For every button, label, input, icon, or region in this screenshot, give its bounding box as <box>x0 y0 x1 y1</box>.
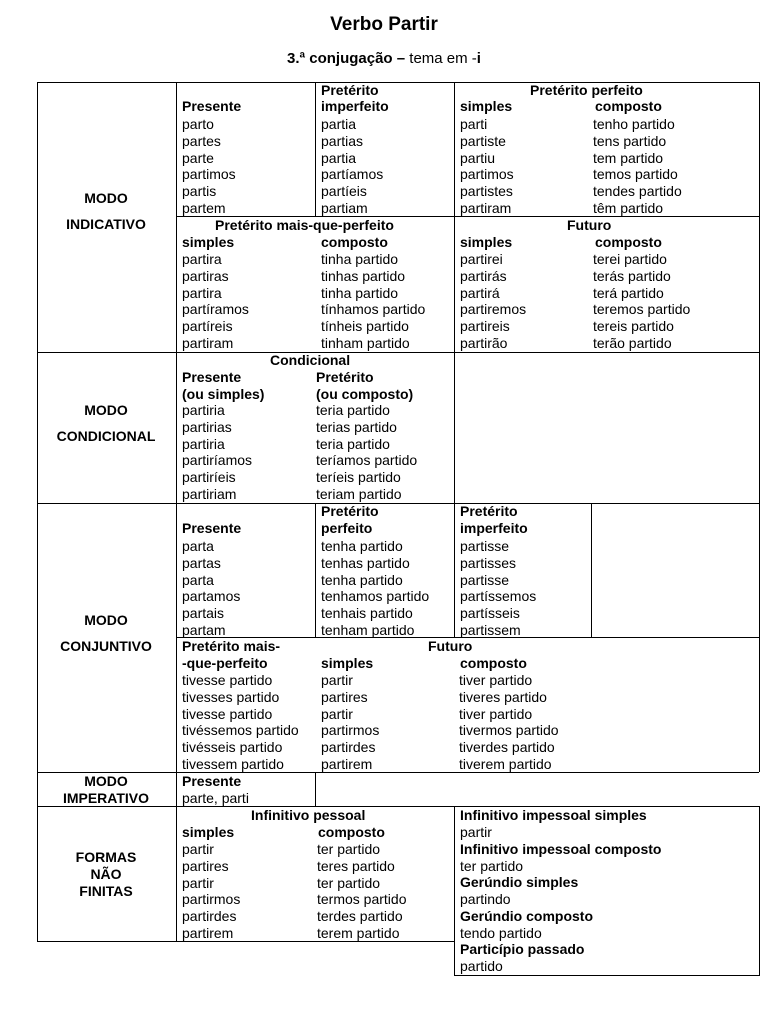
mode-label: INDICATIVO <box>66 216 146 232</box>
composto-label: composto <box>460 655 527 671</box>
divider-nao-finitas <box>454 806 455 976</box>
verb-form: partimos <box>460 166 514 183</box>
conjuntivo-futuro-header: Futuro <box>428 638 473 654</box>
subtitle-theme: tema em - <box>405 50 477 67</box>
verb-form: tiverdes partido <box>459 739 555 756</box>
divider-conjuntivo-3 <box>591 503 592 637</box>
verb-form: partisses <box>460 554 517 571</box>
conjuntivo-imperfeito-header: imperfeito <box>460 520 528 536</box>
divider-indicativo-bottom <box>37 352 759 353</box>
verb-form: partamos <box>182 588 241 605</box>
verb-form: partiríeis <box>182 469 236 486</box>
impessoal-label: Infinitivo impessoal simples <box>460 807 647 823</box>
mode-label: CONJUNTIVO <box>60 638 152 654</box>
divider-mode-column <box>176 82 177 942</box>
verb-form: partisse <box>460 571 510 588</box>
verb-form: tivermos partido <box>459 722 559 739</box>
verb-form: tivesse partido <box>182 672 273 688</box>
condicional-presente-label: Presente <box>182 369 242 385</box>
verb-form: partiremos <box>460 301 527 318</box>
verb-form: partam <box>182 622 226 638</box>
simples-label: simples <box>321 655 374 671</box>
impessoal-value: partir <box>460 824 492 840</box>
verb-form: partirdes <box>182 908 237 925</box>
condicional-presente-label: (ou simples) <box>182 386 265 402</box>
subtitle-ending: i <box>476 50 481 67</box>
verb-form: partistes <box>460 183 513 200</box>
composto-label: composto <box>595 234 662 250</box>
verb-form: parti <box>460 116 488 132</box>
divider-indicativo-present <box>315 82 316 216</box>
mode-label: MODO <box>84 773 128 789</box>
impessoal-value: partido <box>460 958 503 975</box>
verb-form: tiver partido <box>459 672 533 688</box>
verb-form: partir <box>182 874 214 891</box>
indicativo-futuro-header: Futuro <box>567 217 612 233</box>
verb-form: tiver partido <box>459 705 533 722</box>
verb-form: partira <box>182 284 222 301</box>
verb-form: partíreis <box>182 318 233 335</box>
condicional-preterito-label: Pretérito <box>316 369 374 385</box>
verb-form: teres partido <box>317 857 395 874</box>
verb-form: partirá <box>460 284 500 301</box>
divider-conjuntivo-1 <box>315 503 316 637</box>
infinitivo-pessoal-header: Infinitivo pessoal <box>251 807 366 823</box>
conjuntivo-presente-header: Presente <box>182 520 242 536</box>
verb-form: termos partido <box>317 891 407 908</box>
mode-label: FINITAS <box>79 882 133 899</box>
verb-form: tinhas partido <box>321 267 406 284</box>
divider-condicional <box>454 352 455 504</box>
verb-form: terem partido <box>317 925 400 941</box>
page-subtitle <box>0 50 768 67</box>
verb-form: partimos <box>182 166 236 183</box>
verb-form: partisse <box>460 538 510 554</box>
indicativo-presente-header: Presente <box>182 98 242 114</box>
verb-form: partiu <box>460 149 496 166</box>
conjuntivo-perfeito-header: Pretérito <box>321 503 379 519</box>
verb-form: parte, parti <box>182 790 249 806</box>
verb-form: partais <box>182 605 225 622</box>
conjuntivo-mqp-header: -que-perfeito <box>182 655 268 671</box>
verb-form: partias <box>321 132 364 149</box>
mode-label: NÃO <box>90 865 122 882</box>
verb-form: teremos partido <box>593 301 691 318</box>
composto-label: composto <box>595 98 662 114</box>
divider-indicativo <box>454 82 455 352</box>
conjuntivo-mqp-header: Pretérito mais- <box>182 638 281 654</box>
verb-form: têm partido <box>593 200 664 216</box>
verb-form: partiram <box>460 200 512 216</box>
composto-label: composto <box>318 824 385 840</box>
mode-label: IMPERATIVO <box>62 789 150 806</box>
verb-form: terá partido <box>593 284 664 301</box>
simples-label: simples <box>460 98 513 114</box>
indicativo-mqp-header: Pretérito mais-que-perfeito <box>215 217 394 233</box>
mode-label: MODO <box>84 402 128 418</box>
verb-form: teríamos partido <box>316 452 418 469</box>
verb-form: partíeis <box>321 183 367 200</box>
simples-label: simples <box>460 234 513 250</box>
verb-form: tinha partido <box>321 251 399 267</box>
table-border-right <box>759 82 760 772</box>
verb-form: partir <box>321 705 353 722</box>
conjuntivo-perfeito-header: perfeito <box>321 520 373 536</box>
verb-form: partiria <box>182 402 225 418</box>
mode-label: MODO <box>84 612 128 628</box>
verb-form: tendes partido <box>593 183 682 200</box>
table-border-right-bottom <box>759 806 760 976</box>
condicional-preterito-label: (ou composto) <box>316 386 414 402</box>
verb-form: partia <box>321 149 357 166</box>
verb-form: partia <box>321 116 357 132</box>
verb-form: partiras <box>182 267 229 284</box>
impessoal-value: partindo <box>460 891 511 908</box>
verb-form: tereis partido <box>593 318 674 335</box>
subtitle-conjugation: 3.ª conjugação – <box>287 50 406 67</box>
verb-form: partireis <box>460 318 510 335</box>
verb-form: terias partido <box>316 418 397 435</box>
verb-form: partirás <box>460 267 507 284</box>
divider-imperativo <box>315 772 316 806</box>
verb-form: terdes partido <box>317 908 403 925</box>
verb-form: tenho partido <box>593 116 675 132</box>
divider-condicional-bottom <box>37 503 759 504</box>
verb-form: tiveres partido <box>459 688 547 705</box>
mode-label: CONDICIONAL <box>56 428 156 444</box>
verb-form: partísseis <box>460 605 520 622</box>
verb-form: tens partido <box>593 132 667 149</box>
verb-form: partem <box>182 200 226 216</box>
verb-form: partirdes <box>321 739 376 756</box>
impessoal-label: Gerúndio simples <box>460 874 579 891</box>
verb-form: partíamos <box>321 166 384 183</box>
verb-form: tenhas partido <box>321 554 410 571</box>
condicional-header: Condicional <box>270 352 351 368</box>
verb-form: tinha partido <box>321 284 399 301</box>
verb-form: tivésseis partido <box>182 739 283 756</box>
verb-form: terás partido <box>593 267 671 284</box>
verb-form: partiste <box>460 132 506 149</box>
verb-form: partirei <box>460 251 503 267</box>
verb-form: tínhamos partido <box>321 301 426 318</box>
simples-label: simples <box>182 234 235 250</box>
impessoal-label: Gerúndio composto <box>460 907 593 924</box>
verb-form: teríeis partido <box>316 469 401 486</box>
verb-form: partirmos <box>321 722 380 739</box>
verb-form: partira <box>182 251 222 267</box>
indicativo-imperfeito-header: Pretérito <box>321 82 379 98</box>
verb-form: teriam partido <box>316 486 402 502</box>
verb-form: partiam <box>321 200 368 216</box>
mode-label: MODO <box>84 190 128 206</box>
verb-form: tivesses partido <box>182 688 280 705</box>
verb-form: tínheis partido <box>321 318 409 335</box>
divider-conjuntivo-2 <box>454 503 455 637</box>
verb-form: ter partido <box>317 841 381 857</box>
verb-form: partirão <box>460 335 508 351</box>
verb-form: tenha partido <box>321 571 403 588</box>
verb-form: partires <box>321 688 368 705</box>
verb-form: teria partido <box>316 435 390 452</box>
verb-form: terei partido <box>593 251 667 267</box>
impessoal-value: tendo partido <box>460 924 542 941</box>
impessoal-label: Infinitivo impessoal composto <box>460 840 662 857</box>
imperativo-header: Presente <box>182 773 242 789</box>
verb-form: tiverem partido <box>459 756 552 772</box>
verb-form: tenham partido <box>321 622 415 638</box>
mode-label: FORMAS <box>75 849 137 865</box>
verb-form: partíssemos <box>460 588 537 605</box>
verb-form: ter partido <box>317 874 381 891</box>
verb-form: partíramos <box>182 301 249 318</box>
verb-form: partirem <box>321 756 373 772</box>
verb-form: partiriam <box>182 486 237 502</box>
verb-form: partis <box>182 183 217 200</box>
verb-form: partissem <box>460 622 521 638</box>
verb-form: partir <box>321 672 353 688</box>
page-title: Verbo Partir <box>330 14 438 35</box>
conjuntivo-imperfeito-header: Pretérito <box>460 503 518 519</box>
indicativo-perfeito-header: Pretérito perfeito <box>530 82 643 98</box>
verb-form: teria partido <box>316 402 390 418</box>
verb-form: tinham partido <box>321 335 410 351</box>
table-border-left <box>37 82 38 942</box>
verb-form: parto <box>182 116 214 132</box>
verb-form: tivessem partido <box>182 756 284 772</box>
verb-form: terão partido <box>593 335 672 351</box>
verb-form: partir <box>182 841 214 857</box>
verb-form: parta <box>182 538 214 554</box>
table-border-top <box>37 82 759 83</box>
verb-form: tivéssemos partido <box>182 722 299 739</box>
verb-form: partiria <box>182 435 225 452</box>
verb-form: partirias <box>182 418 232 435</box>
composto-label: composto <box>321 234 388 250</box>
verb-form: partiram <box>182 335 234 351</box>
verb-form: tenha partido <box>321 538 403 554</box>
simples-label: simples <box>182 824 235 840</box>
verb-form: tivesse partido <box>182 705 273 722</box>
verb-form: partires <box>182 857 229 874</box>
verb-form: tem partido <box>593 149 664 166</box>
verb-form: parta <box>182 571 214 588</box>
verb-form: partiríamos <box>182 452 253 469</box>
verb-form: partirem <box>182 925 234 941</box>
impessoal-value: ter partido <box>460 857 524 874</box>
verb-form: partas <box>182 554 221 571</box>
verb-form: tenhamos partido <box>321 588 430 605</box>
verb-form: parte <box>182 149 214 166</box>
indicativo-imperfeito-header: imperfeito <box>321 98 389 114</box>
verb-form: partes <box>182 132 221 149</box>
impessoal-label: Particípio passado <box>460 941 585 958</box>
verb-form: partirmos <box>182 891 241 908</box>
verb-form: tenhais partido <box>321 605 413 622</box>
verb-form: temos partido <box>593 166 678 183</box>
